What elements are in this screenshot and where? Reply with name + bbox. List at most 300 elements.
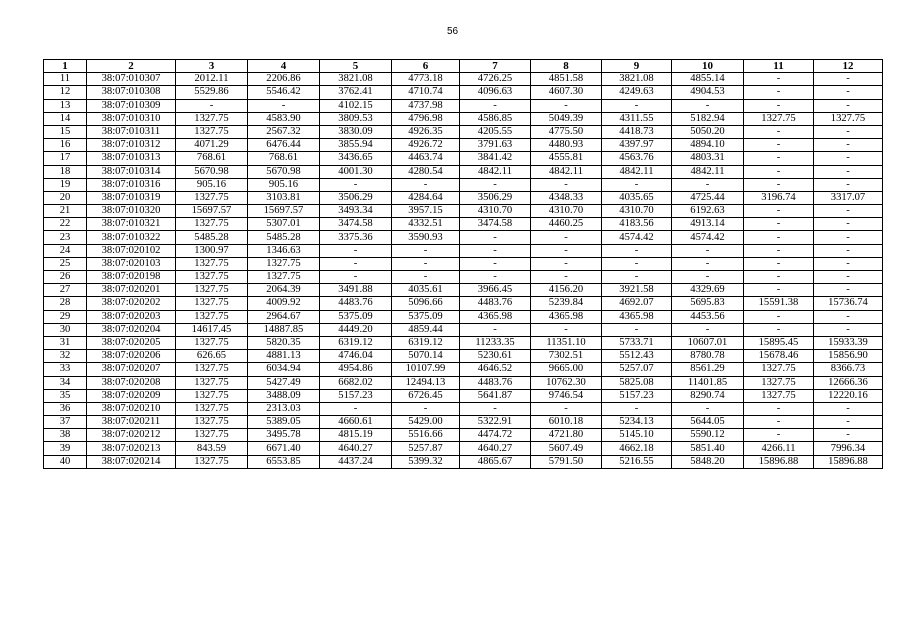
page-number: 56 bbox=[446, 26, 459, 37]
table-cell: 6034.94 bbox=[248, 363, 320, 376]
table-cell: 3488.09 bbox=[248, 389, 320, 402]
table-cell: - bbox=[460, 178, 531, 191]
header-row bbox=[44, 60, 883, 73]
table-cell: 5485.28 bbox=[176, 231, 248, 244]
table-cell: 30 bbox=[44, 323, 87, 336]
table-cell: 1327.75 bbox=[176, 112, 248, 125]
table-cell: 2313.03 bbox=[248, 402, 320, 415]
table-cell: 4855.14 bbox=[672, 73, 744, 86]
table-cell: 14617.45 bbox=[176, 323, 248, 336]
table-cell: - bbox=[814, 284, 883, 297]
table-cell: - bbox=[320, 244, 392, 257]
table-cell: 1327.75 bbox=[176, 416, 248, 429]
table-row bbox=[44, 99, 883, 112]
table-cell: - bbox=[744, 139, 814, 152]
table-cell: 38:07:020102 bbox=[87, 244, 176, 257]
table-row bbox=[44, 205, 883, 218]
table-cell: - bbox=[814, 99, 883, 112]
table-row bbox=[44, 178, 883, 191]
table-cell: 38:07:020208 bbox=[87, 376, 176, 389]
table-cell: 38:07:010320 bbox=[87, 205, 176, 218]
table-cell: 3196.74 bbox=[744, 191, 814, 204]
table-cell: 3957.15 bbox=[392, 205, 460, 218]
table-cell: 15896.88 bbox=[744, 455, 814, 468]
table-cell: 15591.38 bbox=[744, 297, 814, 310]
table-cell: - bbox=[602, 402, 672, 415]
table-cell: 15697.57 bbox=[176, 205, 248, 218]
table-cell: 4926.72 bbox=[392, 139, 460, 152]
table-cell: 4183.56 bbox=[602, 218, 672, 231]
table-cell: - bbox=[744, 178, 814, 191]
table-cell: 6476.44 bbox=[248, 139, 320, 152]
table-cell: 1327.75 bbox=[176, 257, 248, 270]
table-cell: 4365.98 bbox=[460, 310, 531, 323]
table-cell: 34 bbox=[44, 376, 87, 389]
table-cell: 3495.78 bbox=[248, 429, 320, 442]
table-cell: 4332.51 bbox=[392, 218, 460, 231]
table-cell: 11401.85 bbox=[672, 376, 744, 389]
table-cell: - bbox=[320, 257, 392, 270]
column-header: 6 bbox=[392, 60, 460, 73]
table-cell: 4397.97 bbox=[602, 139, 672, 152]
table-cell: 6319.12 bbox=[392, 336, 460, 349]
table-cell: 3855.94 bbox=[320, 139, 392, 152]
table-cell: 3317.07 bbox=[814, 191, 883, 204]
table-cell: - bbox=[320, 402, 392, 415]
table-cell: 3590.93 bbox=[392, 231, 460, 244]
table-cell: 38 bbox=[44, 429, 87, 442]
table-cell: 4894.10 bbox=[672, 139, 744, 152]
table-cell: 1327.75 bbox=[176, 336, 248, 349]
table-cell: - bbox=[392, 402, 460, 415]
table-cell: 38:07:020212 bbox=[87, 429, 176, 442]
table-cell: - bbox=[814, 218, 883, 231]
table-cell: 5070.14 bbox=[392, 350, 460, 363]
table-row bbox=[44, 376, 883, 389]
table-cell: - bbox=[744, 125, 814, 138]
table-cell: 4865.67 bbox=[460, 455, 531, 468]
table-cell: 4329.69 bbox=[672, 284, 744, 297]
table-cell: 3762.41 bbox=[320, 86, 392, 99]
table-cell: 4035.65 bbox=[602, 191, 672, 204]
table-cell: 4775.50 bbox=[531, 125, 602, 138]
table-cell: 3809.53 bbox=[320, 112, 392, 125]
table-row bbox=[44, 363, 883, 376]
table-cell: 7996.34 bbox=[814, 442, 883, 455]
table-cell: 5375.09 bbox=[320, 310, 392, 323]
table-cell: - bbox=[460, 271, 531, 284]
table-row bbox=[44, 244, 883, 257]
table-cell: - bbox=[814, 178, 883, 191]
table-cell: 4437.24 bbox=[320, 455, 392, 468]
table-cell: 4310.70 bbox=[602, 205, 672, 218]
table-row bbox=[44, 429, 883, 442]
table-cell: 33 bbox=[44, 363, 87, 376]
column-header: 5 bbox=[320, 60, 392, 73]
table-cell: 4280.54 bbox=[392, 165, 460, 178]
table-cell: 1327.75 bbox=[176, 125, 248, 138]
table-row bbox=[44, 323, 883, 336]
table-cell: 4737.98 bbox=[392, 99, 460, 112]
table-cell: 6553.85 bbox=[248, 455, 320, 468]
table-cell: 3436.65 bbox=[320, 152, 392, 165]
table-cell: 9746.54 bbox=[531, 389, 602, 402]
table-cell: 5427.49 bbox=[248, 376, 320, 389]
table-cell: 5825.08 bbox=[602, 376, 672, 389]
table-row bbox=[44, 73, 883, 86]
table-cell: 4746.04 bbox=[320, 350, 392, 363]
table-cell: 4249.63 bbox=[602, 86, 672, 99]
table-cell: 4001.30 bbox=[320, 165, 392, 178]
table-cell: 28 bbox=[44, 297, 87, 310]
table-row bbox=[44, 139, 883, 152]
table-cell: 6671.40 bbox=[248, 442, 320, 455]
table-cell: 5791.50 bbox=[531, 455, 602, 468]
table-cell: 16 bbox=[44, 139, 87, 152]
table-cell: 5733.71 bbox=[602, 336, 672, 349]
table-row bbox=[44, 231, 883, 244]
table-cell: 4474.72 bbox=[460, 429, 531, 442]
table-cell: 1327.75 bbox=[744, 389, 814, 402]
table-cell: 14 bbox=[44, 112, 87, 125]
table-cell: - bbox=[460, 244, 531, 257]
table-cell: 1327.75 bbox=[176, 310, 248, 323]
table-cell: 4607.30 bbox=[531, 86, 602, 99]
table-cell: 38:07:010322 bbox=[87, 231, 176, 244]
table-cell: 5516.66 bbox=[392, 429, 460, 442]
table-row bbox=[44, 112, 883, 125]
table-cell: 1327.75 bbox=[176, 271, 248, 284]
table-cell: - bbox=[602, 244, 672, 257]
table-cell: 38:07:010308 bbox=[87, 86, 176, 99]
table-cell: 6682.02 bbox=[320, 376, 392, 389]
table-cell: - bbox=[814, 231, 883, 244]
data-table bbox=[43, 59, 883, 469]
table-cell: 3966.45 bbox=[460, 284, 531, 297]
table-cell: - bbox=[814, 429, 883, 442]
table-cell: 23 bbox=[44, 231, 87, 244]
table-cell: 21 bbox=[44, 205, 87, 218]
table-row bbox=[44, 152, 883, 165]
table-cell: 4205.55 bbox=[460, 125, 531, 138]
table-cell: 20 bbox=[44, 191, 87, 204]
table-cell: 27 bbox=[44, 284, 87, 297]
table-cell: 1327.75 bbox=[176, 389, 248, 402]
table-cell: - bbox=[460, 402, 531, 415]
table-cell: 17 bbox=[44, 152, 87, 165]
table-cell: 4418.73 bbox=[602, 125, 672, 138]
table-cell: 4483.76 bbox=[460, 376, 531, 389]
column-header: 3 bbox=[176, 60, 248, 73]
table-cell: - bbox=[744, 244, 814, 257]
table-cell: 3830.09 bbox=[320, 125, 392, 138]
table-cell: 1346.63 bbox=[248, 244, 320, 257]
table-cell: 5049.39 bbox=[531, 112, 602, 125]
table-cell: - bbox=[744, 310, 814, 323]
table-cell: - bbox=[672, 257, 744, 270]
table-cell: 5546.42 bbox=[248, 86, 320, 99]
table-cell: 5644.05 bbox=[672, 416, 744, 429]
table-cell: 905.16 bbox=[176, 178, 248, 191]
table-cell: 4311.55 bbox=[602, 112, 672, 125]
table-cell: 4096.63 bbox=[460, 86, 531, 99]
table-cell: 4640.27 bbox=[320, 442, 392, 455]
table-cell: 1327.75 bbox=[744, 376, 814, 389]
table-cell: - bbox=[602, 271, 672, 284]
table-cell: 4660.61 bbox=[320, 416, 392, 429]
table-cell: 5145.10 bbox=[602, 429, 672, 442]
table-cell: 39 bbox=[44, 442, 87, 455]
table-cell: 4913.14 bbox=[672, 218, 744, 231]
table-cell: 12666.36 bbox=[814, 376, 883, 389]
table-cell: 2964.67 bbox=[248, 310, 320, 323]
table-row bbox=[44, 336, 883, 349]
table-cell: 4842.11 bbox=[531, 165, 602, 178]
table-cell: 1327.75 bbox=[176, 297, 248, 310]
table-cell: 5399.32 bbox=[392, 455, 460, 468]
table-cell: 38:07:010314 bbox=[87, 165, 176, 178]
table-cell: 1327.75 bbox=[176, 376, 248, 389]
table-cell: 38:07:020201 bbox=[87, 284, 176, 297]
table-cell: 15736.74 bbox=[814, 297, 883, 310]
table-cell: 38:07:020213 bbox=[87, 442, 176, 455]
table-cell: 8561.29 bbox=[672, 363, 744, 376]
table-cell: - bbox=[460, 231, 531, 244]
table-cell: 5590.12 bbox=[672, 429, 744, 442]
table-cell: 905.16 bbox=[248, 178, 320, 191]
table-cell: 9665.00 bbox=[531, 363, 602, 376]
column-header: 8 bbox=[531, 60, 602, 73]
table-cell: 5820.35 bbox=[248, 336, 320, 349]
table-cell: - bbox=[320, 271, 392, 284]
table-cell: 5529.86 bbox=[176, 86, 248, 99]
table-cell: 4348.33 bbox=[531, 191, 602, 204]
table-cell: 4453.56 bbox=[672, 310, 744, 323]
table-row bbox=[44, 416, 883, 429]
table-cell: 5695.83 bbox=[672, 297, 744, 310]
table-row bbox=[44, 310, 883, 323]
table-cell: 4555.81 bbox=[531, 152, 602, 165]
table-header bbox=[44, 60, 883, 73]
table-cell: 4009.92 bbox=[248, 297, 320, 310]
table-cell: 4859.44 bbox=[392, 323, 460, 336]
table-row bbox=[44, 297, 883, 310]
table-cell: 1327.75 bbox=[176, 455, 248, 468]
table-cell: 32 bbox=[44, 350, 87, 363]
table-row bbox=[44, 191, 883, 204]
table-cell: 4721.80 bbox=[531, 429, 602, 442]
table-cell: 4310.70 bbox=[460, 205, 531, 218]
table-cell: - bbox=[814, 86, 883, 99]
table-cell: 4156.20 bbox=[531, 284, 602, 297]
table-cell: - bbox=[460, 323, 531, 336]
table-cell: - bbox=[392, 244, 460, 257]
table-cell: - bbox=[814, 205, 883, 218]
table-cell: 14887.85 bbox=[248, 323, 320, 336]
column-header: 12 bbox=[814, 60, 883, 73]
table-cell: - bbox=[392, 257, 460, 270]
table-cell: 38:07:020203 bbox=[87, 310, 176, 323]
table-cell: - bbox=[531, 257, 602, 270]
table-cell: 4773.18 bbox=[392, 73, 460, 86]
table-cell: 8780.78 bbox=[672, 350, 744, 363]
table-cell: 15856.90 bbox=[814, 350, 883, 363]
table-cell: 11351.10 bbox=[531, 336, 602, 349]
table-cell: 12494.13 bbox=[392, 376, 460, 389]
table-cell: 4284.64 bbox=[392, 191, 460, 204]
table-cell: 1327.75 bbox=[814, 112, 883, 125]
table-cell: - bbox=[814, 402, 883, 415]
table-cell: 15697.57 bbox=[248, 205, 320, 218]
table-cell: 29 bbox=[44, 310, 87, 323]
table-cell: - bbox=[744, 231, 814, 244]
table-cell: 4480.93 bbox=[531, 139, 602, 152]
table-cell: 40 bbox=[44, 455, 87, 468]
table-cell: 38:07:020198 bbox=[87, 271, 176, 284]
table-cell: 38:07:020204 bbox=[87, 323, 176, 336]
table-cell: 5257.87 bbox=[392, 442, 460, 455]
table-cell: 15896.88 bbox=[814, 455, 883, 468]
table-cell: 4574.42 bbox=[672, 231, 744, 244]
table-cell: 38:07:010319 bbox=[87, 191, 176, 204]
table-cell: 3841.42 bbox=[460, 152, 531, 165]
table-cell: 5429.00 bbox=[392, 416, 460, 429]
table-cell: 1327.75 bbox=[176, 363, 248, 376]
table-cell: 1327.75 bbox=[176, 191, 248, 204]
table-cell: 4904.53 bbox=[672, 86, 744, 99]
table-cell: 1327.75 bbox=[744, 112, 814, 125]
table-cell: - bbox=[672, 244, 744, 257]
table-cell: - bbox=[320, 178, 392, 191]
table-cell: - bbox=[814, 416, 883, 429]
table-cell: 38:07:010309 bbox=[87, 99, 176, 112]
table-cell: 4266.11 bbox=[744, 442, 814, 455]
table-cell: 3474.58 bbox=[460, 218, 531, 231]
table-cell: 38:07:010312 bbox=[87, 139, 176, 152]
table-cell: 2064.39 bbox=[248, 284, 320, 297]
table-cell: 5670.98 bbox=[176, 165, 248, 178]
table-cell: 5389.05 bbox=[248, 416, 320, 429]
table-cell: 38:07:010313 bbox=[87, 152, 176, 165]
table-cell: 7302.51 bbox=[531, 350, 602, 363]
table-cell: 38:07:020214 bbox=[87, 455, 176, 468]
table-cell: - bbox=[531, 231, 602, 244]
table-cell: - bbox=[602, 257, 672, 270]
table-cell: 15895.45 bbox=[744, 336, 814, 349]
table-cell: 768.61 bbox=[248, 152, 320, 165]
table-cell: 3103.81 bbox=[248, 191, 320, 204]
table-cell: 4583.90 bbox=[248, 112, 320, 125]
column-header: 4 bbox=[248, 60, 320, 73]
table-cell: 4310.70 bbox=[531, 205, 602, 218]
table-cell: 5848.20 bbox=[672, 455, 744, 468]
table-cell: 38:07:020209 bbox=[87, 389, 176, 402]
table-body bbox=[44, 73, 883, 469]
table-cell: - bbox=[744, 152, 814, 165]
table-cell: 4035.61 bbox=[392, 284, 460, 297]
table-cell: 6192.63 bbox=[672, 205, 744, 218]
table-cell: 4460.25 bbox=[531, 218, 602, 231]
table-row bbox=[44, 389, 883, 402]
table-cell: 2567.32 bbox=[248, 125, 320, 138]
table-cell: 4842.11 bbox=[672, 165, 744, 178]
table-cell: 2206.86 bbox=[248, 73, 320, 86]
table-row bbox=[44, 257, 883, 270]
column-header: 1 bbox=[44, 60, 87, 73]
table-cell: 3506.29 bbox=[320, 191, 392, 204]
table-cell: - bbox=[531, 402, 602, 415]
table-cell: 1327.75 bbox=[248, 257, 320, 270]
table-cell: 6319.12 bbox=[320, 336, 392, 349]
table-cell: 15 bbox=[44, 125, 87, 138]
table-cell: 4725.44 bbox=[672, 191, 744, 204]
table-cell: 4662.18 bbox=[602, 442, 672, 455]
table-cell: 8366.73 bbox=[814, 363, 883, 376]
table-cell: 1327.75 bbox=[744, 363, 814, 376]
table-cell: 626.65 bbox=[176, 350, 248, 363]
column-header: 7 bbox=[460, 60, 531, 73]
table-cell: 38:07:010307 bbox=[87, 73, 176, 86]
table-cell: 4646.52 bbox=[460, 363, 531, 376]
table-row bbox=[44, 271, 883, 284]
table-cell: 1327.75 bbox=[176, 429, 248, 442]
table-cell: 5641.87 bbox=[460, 389, 531, 402]
table-cell: 4563.76 bbox=[602, 152, 672, 165]
table-cell: 4842.11 bbox=[460, 165, 531, 178]
table-row bbox=[44, 284, 883, 297]
table-cell: 4574.42 bbox=[602, 231, 672, 244]
table-cell: - bbox=[531, 178, 602, 191]
table-cell: - bbox=[602, 323, 672, 336]
table-cell: 5096.66 bbox=[392, 297, 460, 310]
table-cell: - bbox=[744, 86, 814, 99]
table-cell: - bbox=[392, 271, 460, 284]
table-row bbox=[44, 442, 883, 455]
table-cell: - bbox=[744, 402, 814, 415]
table-cell: - bbox=[814, 323, 883, 336]
table-cell: 3493.34 bbox=[320, 205, 392, 218]
table-cell: 5157.23 bbox=[320, 389, 392, 402]
table-cell: 38:07:020210 bbox=[87, 402, 176, 415]
table-cell: 26 bbox=[44, 271, 87, 284]
table-cell: - bbox=[602, 178, 672, 191]
table-cell: 15678.46 bbox=[744, 350, 814, 363]
table-cell: - bbox=[814, 310, 883, 323]
table-cell: 3375.36 bbox=[320, 231, 392, 244]
table-cell: 3491.88 bbox=[320, 284, 392, 297]
table-cell: 3821.08 bbox=[602, 73, 672, 86]
table-row bbox=[44, 165, 883, 178]
table-cell: 38:07:010310 bbox=[87, 112, 176, 125]
table-cell: 18 bbox=[44, 165, 87, 178]
table-cell: 4881.13 bbox=[248, 350, 320, 363]
table-row bbox=[44, 402, 883, 415]
table-cell: - bbox=[672, 323, 744, 336]
table-cell: 13 bbox=[44, 99, 87, 112]
table-cell: - bbox=[744, 271, 814, 284]
table-cell: 6010.18 bbox=[531, 416, 602, 429]
table-cell: 38:07:010316 bbox=[87, 178, 176, 191]
table-cell: - bbox=[744, 257, 814, 270]
table-cell: 8290.74 bbox=[672, 389, 744, 402]
table-cell: 38:07:020103 bbox=[87, 257, 176, 270]
table-cell: 4710.74 bbox=[392, 86, 460, 99]
table-cell: 4102.15 bbox=[320, 99, 392, 112]
table-cell: - bbox=[672, 178, 744, 191]
table-cell: 5230.61 bbox=[460, 350, 531, 363]
table-row bbox=[44, 455, 883, 468]
table-cell: 4483.76 bbox=[320, 297, 392, 310]
